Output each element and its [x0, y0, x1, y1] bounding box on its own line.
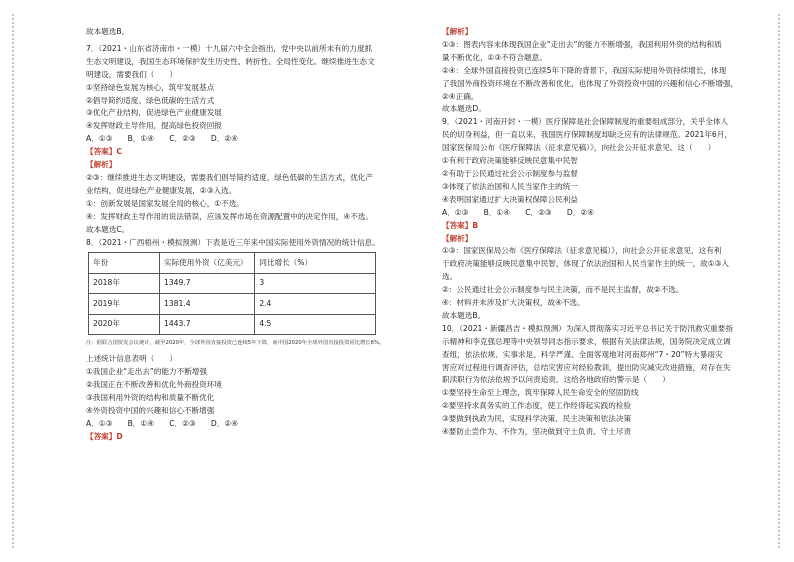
question-10 — [442, 323, 752, 439]
q8-analysis-line: 故本题选D。 — [442, 104, 486, 114]
q9-analysis-line: 故本题选B。 — [442, 310, 486, 320]
q10-stem-line: 示精神和李克强总理等中央领导同志指示要求，根据有关法律法规，国务院决定成立调 — [442, 336, 731, 346]
q8-option: ②我国正在不断改善和优化外商投资环境 — [86, 380, 222, 390]
q9-option: ①有利于政府决策能够反映民意集中民智 — [442, 156, 578, 166]
q7-stem-line: 7．（2021・山东省济南市・一模）十九届六中全会指出，党中央以前所未有的力度抓 — [86, 43, 373, 53]
q9-analysis-line: ②：公民通过社会公示制度参与民主决策，而不是民主监督，故②不选。 — [442, 285, 684, 295]
question-8 — [86, 237, 386, 444]
q10-stem-line: 10．（2021・新疆昌吉・模拟预测）为深入贯彻落实习近平总书记关于防汛救灾重要指 — [442, 323, 733, 333]
q8-question: 上述统计信息表明（ ） — [86, 354, 178, 364]
q9-analysis-label: 【解析】 — [442, 233, 473, 243]
question-9 — [442, 116, 752, 323]
q7-option: ④发挥财政主导作用，提高绿色投资回报 — [86, 121, 222, 131]
q8-option: ③我国利用外资的结构和质量不断优化 — [86, 393, 215, 403]
q7-answer: 【答案】C — [86, 147, 122, 157]
q10-option: ②要坚持求真务实的工作态度，使工作经得起实践的检验 — [442, 401, 632, 411]
table-cell: 1381.4 — [159, 294, 254, 315]
q10-option: ①要坚持生命至上理念，筑牢保障人民生命安全的坚固防线 — [442, 388, 639, 398]
q8-analysis-line: 了我国外商投资环境在不断改善和优化，也体现了外资投资中国的兴趣和信心不断增强， — [442, 78, 739, 88]
q8-analysis-line: ②④：全球外国直接投资已连续5年下降的背景下，我国实际使用外资持续增长，体现 — [442, 65, 727, 75]
q8-answer: 【答案】D — [86, 431, 123, 441]
left-column — [86, 26, 386, 444]
q10-stem-line: 害应对过程进行调查评估，总结灾害应对经验教训，提出防灾减灾改进措施，对存在失 — [442, 362, 731, 372]
left-binding-line — [12, 14, 16, 548]
table-row — [89, 314, 376, 335]
q9-analysis-line: ①③：国家医保局公布《医疗保障法（征求意见稿）》，向社会公开征求意见，这有利 — [442, 246, 722, 256]
q7-option: ③优化产业结构，促进绿色产业健康发展 — [86, 108, 222, 118]
q7-analysis-line: 故本题选C。 — [86, 224, 130, 234]
table-cell: 2018年 — [89, 273, 160, 294]
right-column — [442, 26, 752, 439]
q9-stem-line: 民的切身利益，但一直以来，我国医疗保障制度却缺乏应有的法律规范。2021年6月， — [442, 130, 732, 140]
table-header-cell: 同比增长（%） — [255, 253, 376, 274]
table-row — [89, 273, 376, 294]
q9-option: ③体现了依法治国和人民当家作主的统一 — [442, 181, 578, 191]
q9-analysis-line: 于政府决策能够反映民意集中民智，体现了依法治国和人民当家作主的统一，故①③入 — [442, 259, 729, 269]
q8-stem: 8．（2021・广西梧州・模拟预测）下表是近三年来中国实际使用外资情况的统计信息。 — [86, 237, 380, 247]
table-header-cell: 实际使用外资（亿美元） — [159, 253, 254, 274]
table-cell: 2020年 — [89, 314, 160, 335]
q7-choices: A．①③ B．①④ C．②③ D．②④ — [86, 134, 238, 144]
q9-stem-line: 9．（2021・河南开封・一模）医疗保障是社会保障制度的重要组成部分，关乎全体人 — [442, 117, 729, 127]
q8-option: ④外资投资中国的兴趣和信心不断增强 — [86, 406, 215, 416]
q9-analysis-line: 选。 — [442, 272, 458, 282]
q10-option: ④要防止尝作为、不作为，坚决做到守土负责、守土尽责 — [442, 427, 632, 437]
q10-option: ③要做到执政为民，实现科学决策、民主决策和依法决策 — [442, 414, 632, 424]
q7-stem-line: 生态文明建设，我国生态环境保护发生历史性、转折性、全局性变化。继续推进生态文 — [86, 56, 375, 66]
table-cell: 1443.7 — [159, 314, 254, 335]
q7-option: ①坚持绿色发展为核心，筑牢发展基点 — [86, 82, 215, 92]
q9-answer: 【答案】B — [442, 220, 479, 230]
right-binding-line — [778, 14, 782, 548]
q7-analysis-line: ②③：继续推进生态文明建设，需要我们倡导简约适度、绿色低碳的生活方式，优化产 — [86, 172, 373, 182]
q7-option: ②倡导简约适度、绿色低碳的生活方式 — [86, 95, 215, 105]
q9-choices: A．①③ B．①④ C．②③ D．②④ — [442, 207, 594, 217]
q8-analysis-line: ①③：图表内容未体现我国企业“走出去”的能力不断增强，我国利用外资的结构和质 — [442, 39, 722, 49]
table-header-cell: 年份 — [89, 253, 160, 274]
question-7 — [86, 43, 386, 237]
table-cell: 1349.7 — [159, 273, 254, 294]
table-note: 注：据联合国贸发会议统计，截至2020年，全球外国直接投资已连续5年下降，而中国2020年全球外国直接投资同比增长6%。 — [86, 340, 385, 347]
q7-analysis-line: 业结构，促进绿色产业健康发展，②③入选。 — [86, 185, 237, 195]
q7-stem-line: 明建设，需要我们（ ） — [86, 69, 178, 79]
q9-option: ②有助于公民通过社会公示制度参与监督 — [442, 168, 578, 178]
table-header-row — [89, 253, 376, 274]
answer-conclusion: 故本题选B。 — [86, 27, 130, 36]
q9-analysis-line: ④：材料并未涉及扩大决策权，故④不选。 — [442, 298, 585, 308]
table-cell: 4.5 — [255, 314, 376, 335]
q10-stem-line: 职渎职行为依法依规予以问责追责。这给各地政府的警示是（ ） — [442, 375, 670, 385]
q7-analysis-line: ①：创新发展是国家发展全局的核心，①不选。 — [86, 198, 244, 208]
q7-analysis-label: 【解析】 — [86, 160, 117, 170]
q8-analysis-line: 量不断优化，①③不符合题意。 — [442, 52, 547, 62]
q8-analysis-line: ②④正确。 — [442, 91, 479, 101]
q9-stem-line: 国家医保局公布《医疗保障法（征求意见稿）》，向社会公开征求意见。这（ ） — [442, 143, 716, 153]
q8-choices: A．①③ B．①④ C．②③ D．②④ — [86, 418, 238, 428]
q8-analysis-label: 【解析】 — [442, 27, 473, 36]
q9-option: ④表明国家通过扩大决策权保障公民利益 — [442, 194, 578, 204]
q7-analysis-line: ④：发挥财政主导作用的说法错误，应该发挥市场在资源配置中的决定作用，④不选。 — [86, 211, 373, 221]
table-cell: 3 — [255, 273, 376, 294]
table-cell: 2019年 — [89, 294, 160, 315]
q8-option: ①我国企业“走出去”的能力不断增强 — [86, 367, 207, 377]
table-row — [89, 294, 376, 315]
table-cell: 2.4 — [255, 294, 376, 315]
foreign-investment-table — [88, 252, 376, 335]
q10-stem-line: 查组，依法依规、实事求是、科学严谨、全面客观地对河南郑州“7・20”特大暴雨灾 — [442, 349, 723, 359]
